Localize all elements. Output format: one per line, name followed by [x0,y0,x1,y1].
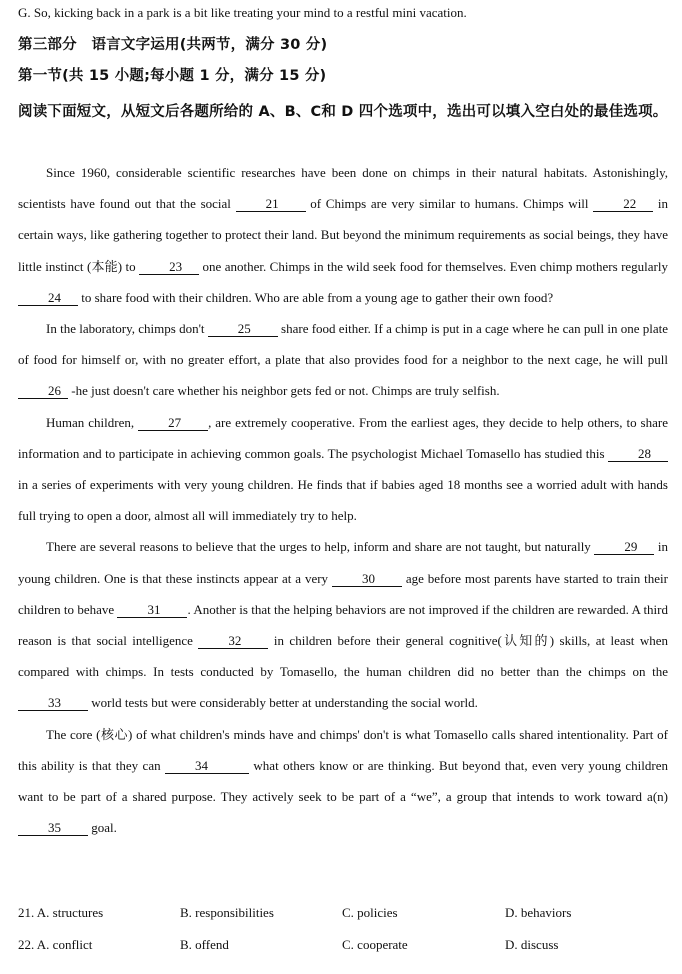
passage-text: There are several reasons to believe that the urges to help, inform and share are not taught, but naturally [46,539,595,555]
blank-34: 34 [165,759,249,774]
question-21-option-d: D. behaviors [505,905,572,920]
passage-text: share food either. If a chimp is put in a cage where he can pull in one plate of food for himself or, with no greater effort, a plate that also provides food for a neighbor to the next cage, he will pull [18,321,669,368]
passage-text: in certain ways, like gathering together to protect their land. But beyond the minimum requirements as social beings, they have little instinct (本能) to [18,196,668,274]
question-21-option-c: C. policies [342,905,398,920]
blank-27: 27 [138,416,208,431]
passage-text: of Chimps are very similar to humans. Chimps will [305,196,594,212]
passage-paragraph [18,313,668,407]
passage-text: age before most parents have started to train their children to behave [18,570,668,617]
blank-33: 33 [18,696,88,711]
passage-text: In the laboratory, chimps don't [46,321,208,337]
blank-29: 29 [594,540,654,555]
passage-text: . Another is that the helping behaviors are not improved if the children are rewarded. A third reason is that social intelligence [18,601,669,649]
blank-21: 21 [236,197,306,212]
subsection-title: 第一节(共 15 小题;每小题 1 分，满分 15 分) [18,68,327,84]
passage-paragraph [18,719,668,844]
passage-paragraph [18,531,668,718]
passage-text: in a series of experiments with very young children. He finds that if babies aged 18 months see a worried adult with hands full trying to open a door, almost all will immediately try to help. [18,477,668,524]
question-row [18,937,668,955]
blank-23: 23 [139,260,199,275]
blank-25: 25 [208,322,278,337]
passage-text: , are extremely cooperative. From the earliest ages, they decide to help others, to share information and to participate in achieving common goals. The psychologist Michael Tomasello has studied this [18,414,668,461]
question-22-option-d: D. discuss [505,937,559,952]
passage-text: world tests but were considerably better at understanding the social world. [88,695,478,711]
passage-text: one another. Chimps in the wild seek food for themselves. Even chimp mothers regularly [199,258,668,274]
blank-32: 32 [198,634,268,649]
blank-26: 26 [18,384,68,399]
blank-31: 31 [117,603,187,618]
blank-28: 28 [608,447,668,462]
passage-text: goal. [88,820,117,836]
blank-22: 22 [593,197,653,212]
blank-35: 35 [18,821,88,836]
passage-text: in children before their general cognitive(认知的) skills, at least when compared with chimps. In tests conducted by Tomasello, the human children did no better than the chimps on the [18,633,668,680]
passage-paragraph [18,157,668,313]
question-row [18,905,668,923]
section-title: 第三部分 语言文字运用(共两节，满分 30 分) [18,37,328,53]
passage-paragraph [18,407,668,532]
blank-30: 30 [332,572,402,587]
passage-text: Human children, [46,414,139,430]
question-22-option-a: 22. A. conflict [18,937,93,952]
passage-text: Since 1960, considerable scientific researches have been done on chimps in their natural habitats. Astonishingly, scientists have found out that the social [18,165,668,212]
passage-text: The core (核心) of what children's minds have and chimps' don't is what Tomasello calls shared intentionality. Part of this ability is that they can [18,726,668,773]
previous-answer-line: G. So, kicking back in a park is a bit like treating your mind to a restful mini vacation. [18,5,467,20]
question-21-option-a: 21. A. structures [18,905,104,920]
passage-text: to share food with their children. Who are able from a young age to gather their own food? [78,289,554,305]
cloze-passage [18,157,668,843]
passage-text: -he just doesn't care whether his neighbor gets fed or not. Chimps are truly selfish. [68,383,500,399]
blank-24: 24 [18,291,78,306]
passage-text: what others know or are thinking. But beyond that, even very young children want to be part of a shared purpose. They actively seek to be part of a “we”, a group that intends to work toward a(n) [18,757,668,805]
passage-text: in young children. One is that these instincts appear at a very [18,539,668,586]
question-21-option-b: B. responsibilities [180,905,274,920]
question-22-option-c: C. cooperate [342,937,408,952]
instructions: 阅读下面短文，从短文后各题所给的 A、B、C和 D 四个选项中，选出可以填入空白处的最佳选项。 [18,104,668,120]
question-22-option-b: B. offend [180,937,229,952]
